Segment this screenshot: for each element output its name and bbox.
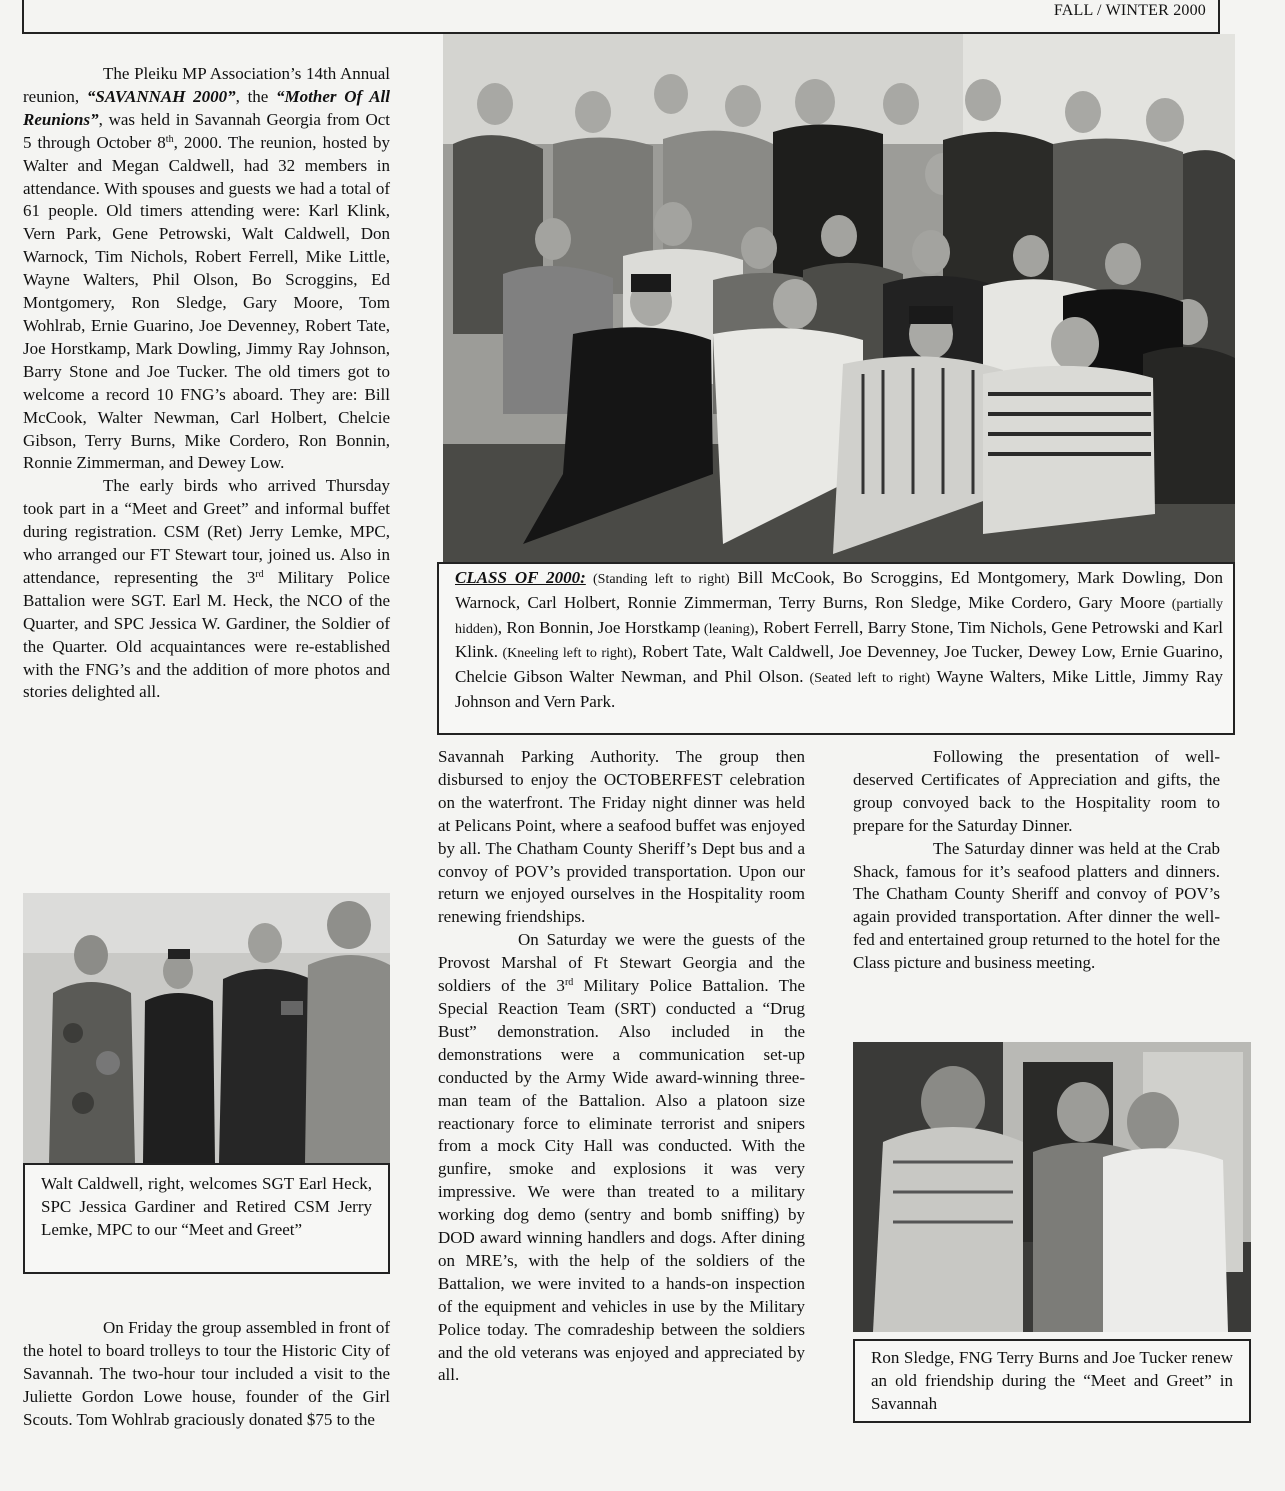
article-paragraph: On Saturday we were the guests of the Provost Marshal of Ft Stewart Georgia and the soldiers of the 3rd Military Police Battalion. The Special Reaction Team (SRT) conducted a “Drug Bust” demonstration. Also included in the demonstrations were a communication set-up conducted by the Army Wide award-winning three-man team of the Battalion. Also a platoon size reactionary force to eliminate terrorist and snipers from a mock City Hall was conducted. With the gunfire, smoke and explosions it was very impressive. We were than treated to a military working dog demo (sentry and bomb sniffing) by DOD award winning handlers and dogs. After dining on MRE’s, with the help of the soldiers of the Battalion, we were invited to a hands-on inspection of the equipment and vehicles in use by the Military Police today. The comradeship between the soldiers and the old veterans was enjoyed and appreciated by all. [438, 930, 805, 1385]
right-column [853, 746, 1220, 975]
class-of-2000-heading: CLASS OF 2000: [455, 568, 586, 587]
article-paragraph: The early birds who arrived Thursday took part in a “Meet and Greet” and informal buffet during registration. CSM (Ret) Jerry Lemke, MPC, who arranged our FT Stewart tour, joined us. Also in attendance, representing the 3rd Military Police Battalion were SGT. Earl M. Heck, the NCO of the Quarter, and SPC Jessica W. Gardiner, the Soldier of the Quarter. Old acquaintances were re-established with the FNG’s and the addition of more photos and stories delighted all. [23, 476, 390, 702]
article-paragraph: The Saturday dinner was held at the Crab Shack, famous for it’s seafood platters and dinners. The Chatham County Sheriff and convoy of POV’s again provided transportation. After dinner the well-fed and entertained group returned to the hotel for the Class picture and business meeting. [853, 838, 1220, 973]
left-column-top [23, 63, 390, 704]
middle-column [438, 746, 805, 1387]
article-paragraph: Savannah Parking Authority. The group then disbursed to enjoy the OCTOBERFEST celebration on the waterfront. The Friday night dinner was held at Pelicans Point, where a seafood buffet was enjoyed by all. The Chatham County Sheriff’s Dept bus and a convoy of POV’s provided transportation. Upon our return we enjoyed ourselves in the Hospitality room renewing friendships. [438, 747, 805, 927]
class-of-2000-caption: CLASS OF 2000: (Standing left to right) Bill McCook, Bo Scroggins, Ed Montgomery, Mark Dowling, Don Warnock, Carl Holbert, Ronnie Zimmerman, Terry Burns, Ron Sledge, Mike Cordero, Gary Moore (partially hidden), Ron Bonnin, Joe Horstkamp (leaning), Robert Ferrell, Barry Stone, Tim Nichols, Gene Petrowski and Karl Klink. (Kneeling left to right), Robert Tate, Walt Caldwell, Joe Devenney, Joe Tucker, Dewey Low, Ernie Guarino, Chelcie Gibson Walter Newman, and Phil Olson. (Seated left to right) Wayne Walters, Mike Little, Jimmy Ray Johnson and Vern Park. [437, 562, 1235, 735]
meet-and-greet-photo [23, 893, 390, 1163]
meet-and-greet-caption: Walt Caldwell, right, welcomes SGT Earl Heck, SPC Jessica Gardiner and Retired CSM Jerry Lemke, MPC to our “Meet and Greet” [23, 1163, 390, 1274]
class-of-2000-photo [443, 34, 1235, 562]
old-friendship-caption: Ron Sledge, FNG Terry Burns and Joe Tucker renew an old friendship during the “Meet and Greet” in Savannah [853, 1339, 1251, 1423]
old-friendship-photo [853, 1042, 1251, 1332]
article-paragraph: On Friday the group assembled in front of the hotel to board trolleys to tour the Historic City of Savannah. The two-hour tour included a visit to the Juliette Gordon Lowe house, founder of the Girl Scouts. Tom Wohlrab graciously donated $75 to the [23, 1318, 390, 1429]
left-column-bottom [23, 1317, 390, 1432]
article-paragraph: Following the presentation of well-deserved Certificates of Appreciation and gifts, the group convoyed back to the Hospitality room to prepare for the Saturday Dinner. [853, 747, 1220, 835]
article-paragraph: The Pleiku MP Association’s 14th Annual reunion, “SAVANNAH 2000”, the “Mother Of All Reunions”, was held in Savannah Georgia from Oct 5 through October 8th, 2000. The reunion, hosted by Walter and Megan Caldwell, had 32 members in attendance. With spouses and guests we had a total of 61 people. Old timers attending were: Karl Klink, Vern Park, Gene Petrowski, Walt Caldwell, Don Warnock, Tim Nichols, Robert Ferrell, Mike Little, Wayne Walters, Phil Olson, Bo Scroggins, Ed Montgomery, Ron Sledge, Gary Moore, Tom Wohlrab, Ernie Guarino, Joe Devenney, Robert Tate, Joe Horstkamp, Mark Dowling, Jimmy Ray Johnson, Barry Stone and Joe Tucker. The old timers got to welcome a record 10 FNG’s aboard. They are: Bill McCook, Walter Newman, Carl Holbert, Chelcie Gibson, Terry Burns, Mike Cordero, Ron Bonnin, Ronnie Zimmerman, and Dewey Low. [23, 64, 391, 473]
masthead-rule [22, 0, 1220, 34]
issue-date: FALL / WINTER 2000 [1053, 2, 1206, 19]
